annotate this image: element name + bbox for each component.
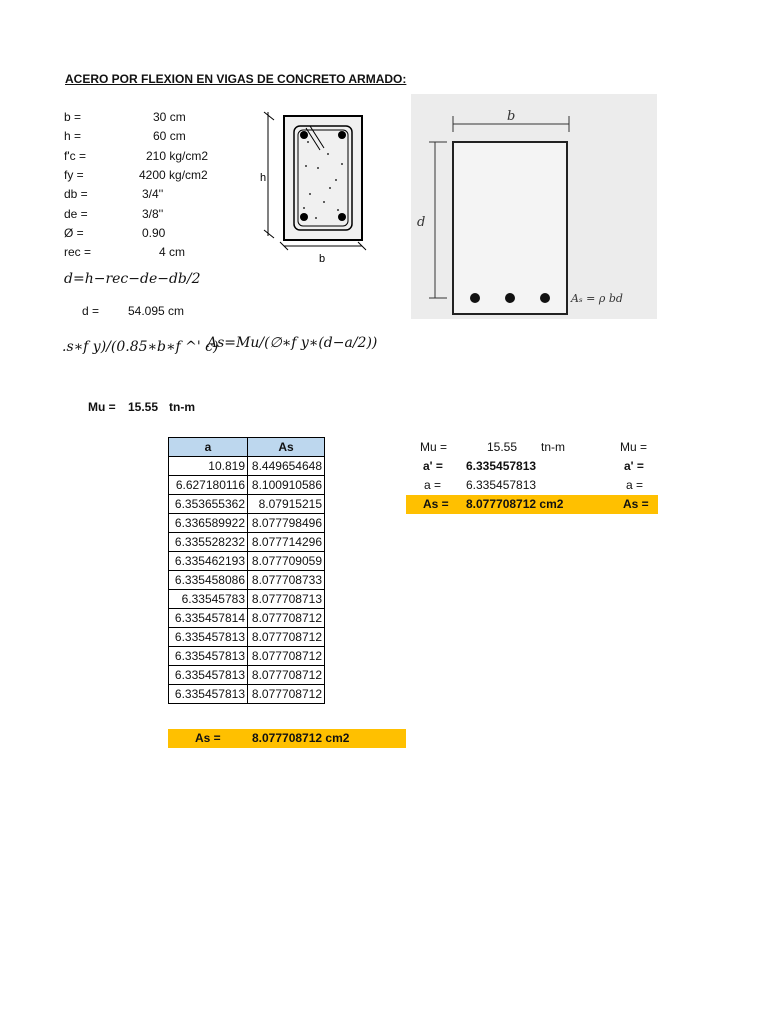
mu-unit: tn-m: [169, 400, 195, 414]
cell-a: 6.627180116: [169, 476, 248, 495]
photo-rebar-1: [470, 293, 480, 303]
side-as-value: 8.077708712 cm2: [466, 497, 564, 511]
table-row: [169, 647, 325, 666]
param-label-h: h =: [64, 129, 82, 143]
cell-as: 8.077714296: [248, 533, 325, 552]
sheet-title: ACERO POR FLEXION EN VIGAS DE CONCRETO ARMADO:: [65, 72, 407, 86]
cell-a: 10.819: [169, 457, 248, 476]
beam-section-sketch: [258, 106, 370, 266]
table-row: [169, 571, 325, 590]
param-value-db: 3/4'': [142, 187, 164, 201]
cut-mu-label: Mu =: [620, 440, 648, 454]
cell-as: 8.077708712: [248, 666, 325, 685]
side-mu-unit: tn-m: [541, 440, 565, 454]
photo-as-label: Aₛ = ρ bd: [571, 292, 623, 305]
param-value-b: 30 cm: [153, 110, 186, 124]
side-mu-value: 15.55: [487, 440, 518, 454]
table-row: [169, 514, 325, 533]
cell-as: 8.077709059: [248, 552, 325, 571]
cell-a: 6.335457813: [169, 647, 248, 666]
sketch-h-label: h: [260, 172, 267, 184]
cell-a: 6.335462193: [169, 552, 248, 571]
as-result-value: 8.077708712 cm2: [252, 731, 350, 745]
side-a-prime-value: 6.335457813: [466, 459, 537, 473]
sketch-b-label: b: [319, 253, 326, 265]
photo-b-label: b: [507, 109, 516, 124]
cell-as: 8.077708712: [248, 647, 325, 666]
photo-d-label: d: [417, 215, 426, 230]
rebar-bottom-left: [300, 213, 308, 221]
cell-as: 8.077708712: [248, 685, 325, 704]
column-header-as: As: [248, 438, 325, 457]
table-row: [169, 495, 325, 514]
iteration-table-body: [169, 457, 325, 704]
cell-a: 6.335528232: [169, 533, 248, 552]
param-label-fc: f'c =: [64, 149, 86, 163]
param-label-b: b =: [64, 110, 82, 124]
table-row: [169, 533, 325, 552]
cell-as: 8.449654648: [248, 457, 325, 476]
param-value-de: 3/8'': [142, 207, 164, 221]
side-as-label: As =: [423, 497, 449, 511]
cell-as: 8.077708733: [248, 571, 325, 590]
param-value-fy: 4200 kg/cm2: [139, 168, 208, 182]
param-value-phi: 0.90: [142, 226, 166, 240]
cell-a: 6.353655362: [169, 495, 248, 514]
cell-a: 6.335457813: [169, 666, 248, 685]
rebar-top-left: [300, 131, 308, 139]
table-row: [169, 628, 325, 647]
d-value: 54.095 cm: [128, 304, 185, 318]
mu-value: 15.55: [128, 400, 159, 414]
cell-as: 8.100910586: [248, 476, 325, 495]
cell-as: 8.077798496: [248, 514, 325, 533]
cell-a: 6.33545783: [169, 590, 248, 609]
param-value-rec: 4 cm: [159, 245, 186, 259]
side-a-label: a =: [424, 478, 442, 492]
cell-as: 8.07915215: [248, 495, 325, 514]
cell-as: 8.077708713: [248, 590, 325, 609]
table-row: [169, 609, 325, 628]
side-mu-label: Mu =: [420, 440, 448, 454]
cell-a: 6.335458086: [169, 571, 248, 590]
iteration-table: [168, 437, 325, 704]
mu-label: Mu =: [88, 400, 116, 414]
cell-a: 6.336589922: [169, 514, 248, 533]
cell-as: 8.077708712: [248, 628, 325, 647]
param-value-h: 60 cm: [153, 129, 186, 143]
photo-rebar-3: [540, 293, 550, 303]
table-row: [169, 457, 325, 476]
param-label-db: db =: [64, 187, 88, 201]
table-row: [169, 666, 325, 685]
cut-as-label: As =: [623, 497, 649, 511]
rebar-top-right: [338, 131, 346, 139]
column-header-a: a: [169, 438, 248, 457]
rebar-bottom-right: [338, 213, 346, 221]
beam-diagram-photo: [411, 94, 657, 319]
cell-a: 6.335457813: [169, 685, 248, 704]
formula-as: As=Mu/(∅∗f y∗(d−a/2)): [207, 335, 378, 351]
param-label-de: de =: [64, 207, 88, 221]
cut-a-prime-label: a' =: [624, 459, 644, 473]
table-row: [169, 552, 325, 571]
param-label-fy: fy =: [64, 168, 84, 182]
table-row: [169, 476, 325, 495]
table-row: [169, 685, 325, 704]
side-a-prime-label: a' =: [423, 459, 443, 473]
cell-a: 6.335457813: [169, 628, 248, 647]
side-a-value: 6.335457813: [466, 478, 537, 492]
cut-a-label: a =: [626, 478, 644, 492]
d-label: d =: [82, 304, 100, 318]
param-label-phi: Ø =: [64, 226, 84, 240]
table-row: [169, 590, 325, 609]
formula-d: d=h−rec−de−db/2: [64, 271, 201, 287]
photo-rebar-2: [505, 293, 515, 303]
formula-a-partial: .s∗f y)/(0.85∗b∗f ^' c): [62, 339, 219, 355]
cell-as: 8.077708712: [248, 609, 325, 628]
param-label-rec: rec =: [64, 245, 92, 259]
param-value-fc: 210 kg/cm2: [146, 149, 209, 163]
cell-a: 6.335457814: [169, 609, 248, 628]
as-result-label: As =: [195, 731, 221, 745]
